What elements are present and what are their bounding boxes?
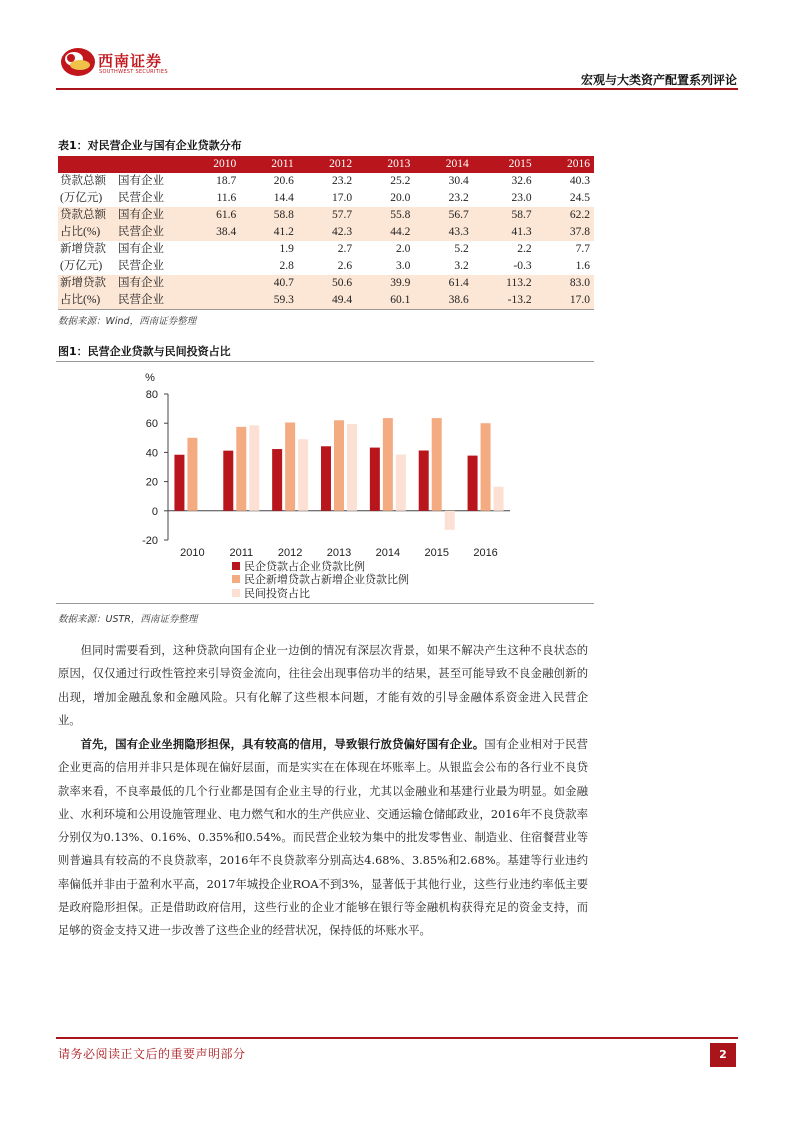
- table-cell: 83.0: [536, 275, 594, 292]
- row-group-label: 贷款总额: [58, 207, 114, 224]
- bar-3: [347, 424, 357, 511]
- table-cell: 30.4: [448, 175, 469, 187]
- y-tick-label: 60: [145, 418, 158, 431]
- table-cell: 1.9: [279, 243, 294, 255]
- table-cell: 38.6: [414, 292, 472, 310]
- table-cell: 17.0: [331, 192, 353, 204]
- company-logo-icon: [58, 46, 98, 78]
- legend-swatch: [232, 575, 240, 583]
- table-cell: -0.3: [513, 260, 532, 272]
- table-cell: 25.2: [390, 175, 411, 187]
- table-cell: [182, 275, 240, 292]
- table-cell: 56.7: [414, 207, 472, 224]
- brand-name-en: SOUTHWEST SECURITIES: [99, 69, 168, 75]
- table-cell: [182, 241, 240, 258]
- legend-swatch: [232, 562, 240, 570]
- year-header: 2012: [298, 156, 356, 173]
- table-cell: 37.8: [536, 224, 594, 241]
- bar-2: [481, 423, 491, 511]
- table-cell: 17.0: [536, 292, 594, 310]
- table-cell: 61.6: [182, 207, 240, 224]
- bar-1: [174, 455, 184, 511]
- table-row: [58, 275, 594, 292]
- bar-3: [249, 425, 259, 510]
- y-tick-label: 80: [145, 389, 158, 401]
- table-cell: 2.6: [337, 260, 353, 272]
- table-cell: 55.8: [356, 207, 414, 224]
- x-tick-label: 2013: [326, 547, 352, 558]
- row-sub-label: 民营企业: [114, 292, 182, 310]
- loan-distribution-table: [58, 156, 594, 310]
- table-cell: [182, 292, 240, 310]
- table-cell: 24.5: [569, 192, 590, 204]
- table-cell: -13.2: [473, 292, 536, 310]
- table-cell: 58.8: [240, 207, 298, 224]
- header-divider: [56, 88, 738, 90]
- bar-3: [494, 487, 504, 511]
- x-tick-label: 2010: [180, 547, 205, 558]
- table-cell: 7.7: [575, 243, 590, 255]
- bar-2: [236, 427, 246, 511]
- disclaimer-note: 请务必阅读正文后的重要声明部分: [58, 1047, 246, 1061]
- x-tick-label: 2011: [229, 547, 254, 558]
- table-cell: 60.1: [356, 292, 414, 310]
- figure-title: 图1：民营企业贷款与民间投资占比: [58, 345, 231, 358]
- row-group-label: (万亿元): [60, 260, 103, 272]
- table-cell: 40.7: [240, 275, 298, 292]
- footer-divider: [56, 1037, 738, 1039]
- table-cell: 3.0: [396, 260, 411, 272]
- bar-3: [298, 439, 308, 511]
- table-cell: 58.7: [473, 207, 536, 224]
- year-header: 2016: [536, 156, 594, 173]
- table-cell: 1.6: [575, 260, 590, 272]
- table-cell: 57.7: [298, 207, 356, 224]
- row-sub-label: 国有企业: [114, 207, 182, 224]
- bar-1: [321, 446, 331, 511]
- table-row: [58, 258, 594, 275]
- table-source-note: 数据来源：Wind，西南证券整理: [58, 316, 197, 327]
- table-cell: 50.6: [298, 275, 356, 292]
- table-cell: 43.3: [414, 224, 472, 241]
- bar-3: [396, 455, 406, 511]
- table-cell: 42.3: [298, 224, 356, 241]
- row-group-label: 占比(%): [58, 292, 114, 310]
- row-group-label: 新增贷款: [60, 243, 106, 255]
- chart-legend: [232, 559, 409, 600]
- legend-item: [232, 586, 409, 600]
- paragraph-body: 国有企业相对于民营企业更高的信用并非只是体现在偏好层面，而是实实在在体现在坏账率上。从银监会公布的各行业不良贷款率来看，不良率最低的几个行业都是国有企业主导的行业，尤其以金融业和基建行业最为明显。如金融业、水利环境和公用设施管理业、电力燃气和水的生产供应业、交通运输仓储邮政业，2016年不良贷款率分别仅为0.13%、0.16%、0.35%和0.54%。而民营企业较为集中的批发零售业、制造业、住宿餐营业等则普遍具有较高的不良贷款率，2016年不良贷款率分别高达4.68%、3.85%和2.68%。基建等行业违约率偏低并非由于盈利水平高，2017年城投企业ROA不到3%，显著低于其他行业，这些行业违约率低主要是政府隐形担保。正是借助政府信用，这些行业的企业才能够在银行等金融机构获得充足的资金支持，而足够的资金支持又进一步改善了这些企业的经营状况，保持低的坏账水平。: [58, 738, 588, 938]
- table-cell: 23.2: [448, 192, 469, 204]
- row-sub-label: 国有企业: [114, 275, 182, 292]
- table-cell: 59.3: [240, 292, 298, 310]
- table-cell: 2.0: [396, 243, 411, 255]
- table-row: [58, 292, 594, 310]
- y-tick-label: -20: [142, 535, 158, 547]
- table-cell: 18.7: [216, 175, 237, 187]
- row-sub-label: 民营企业: [114, 224, 182, 241]
- year-header: 2010: [182, 156, 240, 173]
- year-header: 2014: [414, 156, 472, 173]
- page-number: 2: [710, 1043, 736, 1067]
- table-cell: 40.3: [569, 175, 590, 187]
- year-header: 2011: [240, 156, 298, 173]
- year-header: 2015: [473, 156, 536, 173]
- table-cell: 113.2: [473, 275, 536, 292]
- bar-3: [445, 511, 455, 530]
- bar-2: [334, 420, 344, 511]
- row-sub-label: 国有企业: [118, 175, 164, 187]
- brand-name: 西南证券: [98, 52, 163, 70]
- y-tick-label: 0: [151, 505, 158, 518]
- paragraph-lead-sentence: 首先，国有企业坐拥隐形担保，具有较高的信用，导致银行放贷偏好国有企业。: [80, 737, 485, 751]
- table-header-row: [58, 156, 594, 173]
- table-row: [58, 241, 594, 258]
- table-row: [58, 190, 594, 207]
- bar-1: [370, 448, 380, 511]
- table-cell: 3.2: [454, 260, 469, 272]
- body-paragraph-2: [58, 733, 588, 943]
- table-cell: 20.6: [273, 175, 294, 187]
- table-cell: 14.4: [273, 192, 294, 204]
- bar-2: [187, 438, 197, 511]
- table-cell: 2.2: [517, 243, 532, 255]
- table-cell: [182, 258, 240, 275]
- loan-investment-bar-chart: [120, 366, 520, 558]
- figure-bottom-rule: [56, 603, 594, 604]
- row-group-label: 占比(%): [58, 224, 114, 241]
- table-row: [58, 173, 594, 190]
- table-cell: 62.2: [536, 207, 594, 224]
- row-group-label: 贷款总额: [60, 175, 106, 187]
- report-series-title: 宏观与大类资产配置系列评论: [580, 73, 737, 87]
- table-row: [58, 224, 594, 241]
- bar-1: [419, 451, 429, 511]
- x-tick-label: 2016: [473, 547, 498, 558]
- table-cell: 23.0: [511, 192, 532, 204]
- table-cell: 38.4: [182, 224, 240, 241]
- table-cell: 41.3: [473, 224, 536, 241]
- bar-2: [285, 422, 295, 510]
- table-row: [58, 207, 594, 224]
- figure-source-note: 数据来源：USTR，西南证券整理: [58, 614, 198, 625]
- table-cell: 11.6: [216, 192, 237, 204]
- table-cell: 61.4: [414, 275, 472, 292]
- table-cell: 23.2: [331, 175, 353, 187]
- year-header: 2013: [356, 156, 414, 173]
- legend-label: 民企贷款占企业贷款比例: [244, 559, 365, 573]
- table-cell: 20.0: [390, 192, 411, 204]
- row-group-label: 新增贷款: [58, 275, 114, 292]
- row-sub-label: 国有企业: [118, 243, 164, 255]
- table-cell: 49.4: [298, 292, 356, 310]
- table-title: 表1：对民营企业与国有企业贷款分布: [58, 139, 242, 152]
- table-cell: 2.8: [279, 260, 294, 272]
- x-tick-label: 2012: [277, 547, 303, 558]
- table-cell: 2.7: [337, 243, 353, 255]
- y-tick-label: 20: [145, 476, 158, 489]
- bar-1: [272, 449, 282, 511]
- y-axis-label: %: [145, 372, 155, 384]
- legend-label: 民企新增贷款占新增企业贷款比例: [244, 573, 409, 587]
- bar-1: [223, 451, 233, 511]
- table-cell: 41.2: [240, 224, 298, 241]
- figure-top-rule: [56, 361, 594, 362]
- table-cell: 39.9: [356, 275, 414, 292]
- row-sub-label: 民营企业: [118, 260, 164, 272]
- row-group-label: (万亿元): [60, 192, 103, 204]
- table-cell: 44.2: [356, 224, 414, 241]
- bar-2: [383, 418, 393, 511]
- x-tick-label: 2014: [375, 547, 401, 558]
- legend-swatch: [232, 589, 240, 597]
- table-cell: 32.6: [511, 175, 532, 187]
- x-tick-label: 2015: [424, 547, 449, 558]
- table-cell: 5.2: [454, 243, 469, 255]
- legend-label: 民间投资占比: [244, 586, 310, 600]
- body-paragraph-1: 但同时需要看到，这种贷款向国有企业一边倒的情况有深层次背景，如果不解决产生这种不良状态的原因，仅仅通过行政性管控来引导资金流向，往往会出现事倍功半的结果，甚至可能导致不良金融创新的出现，增加金融乱象和金融风险。只有化解了这些根本问题，才能有效的引导金融体系资金进入民营企业。: [58, 644, 588, 727]
- bar-1: [468, 456, 478, 511]
- bar-2: [432, 418, 442, 511]
- row-sub-label: 民营企业: [118, 192, 164, 204]
- y-tick-label: 40: [145, 447, 158, 460]
